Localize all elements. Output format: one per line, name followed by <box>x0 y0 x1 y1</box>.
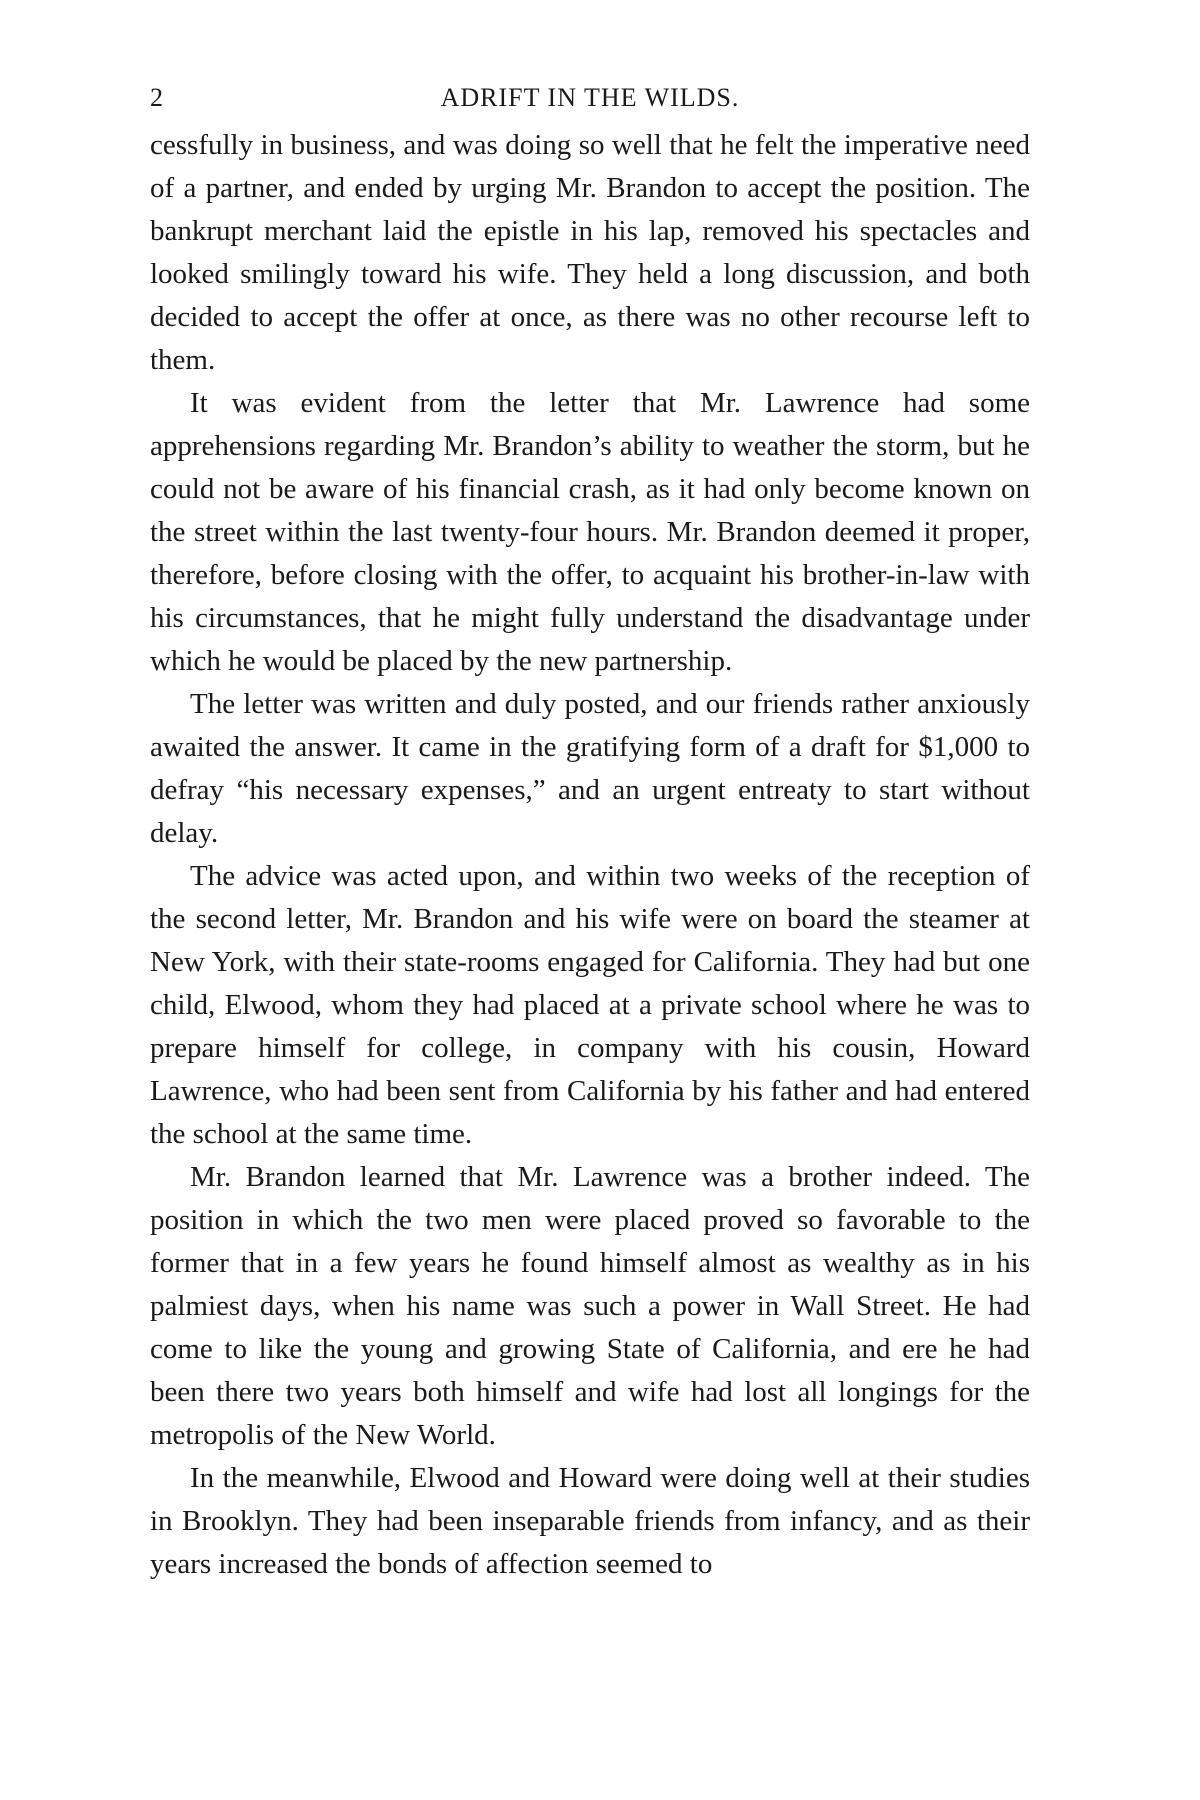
paragraph: cessfully in business, and was doing so well that he felt the imperative need of a partner, and ended by urging Mr. Brandon to accept the position. The bankrupt merchant laid the epistle in his lap, removed his spectacles and looked smilingly toward his wife. They held a long discussion, and both decided to accept the offer at once, as there was no other recourse left to them. <box>150 129 1030 376</box>
page-number: 2 <box>150 83 163 112</box>
book-page <box>150 78 1030 1586</box>
paragraph: The advice was acted upon, and within two weeks of the reception of the second letter, Mr. Brandon and his wife were on board the steamer at New York, with their state-rooms engaged for California. They had but one child, Elwood, whom they had placed at a private school where he was to prepare himself for college, in company with his cousin, Howard Lawrence, who had been sent from California by his father and had entered the school at the same time. <box>150 860 1030 1150</box>
paragraph: It was evident from the letter that Mr. Lawrence had some apprehensions regarding Mr. Brandon’s ability to weather the storm, but he could not be aware of his financial crash, as it had only become known on the street within the last twenty-four hours. Mr. Brandon deemed it proper, therefore, before closing with the offer, to acquaint his brother-in-law with his circumstances, that he might fully understand the disadvantage under which he would be placed by the new partnership. <box>150 387 1030 677</box>
paragraph: In the meanwhile, Elwood and Howard were doing well at their studies in Brooklyn. They had been inseparable friends from infancy, and as their years increased the bonds of affection seemed to <box>150 1462 1030 1580</box>
body-text <box>150 124 1030 1586</box>
paragraph: The letter was written and duly posted, and our friends rather anxiously awaited the answer. It came in the gratifying form of a draft for $1,000 to defray “his necessary expenses,” and an urgent entreaty to start without delay. <box>150 688 1030 849</box>
running-head <box>150 78 1030 118</box>
paragraph: Mr. Brandon learned that Mr. Lawrence was a brother indeed. The position in which the two men were placed proved so favorable to the former that in a few years he found himself almost as wealthy as in his palmiest days, when his name was such a power in Wall Street. He had come to like the young and growing State of California, and ere he had been there two years both himself and wife had lost all longings for the metropolis of the New World. <box>150 1161 1030 1451</box>
running-title: ADRIFT IN THE WILDS. <box>440 83 740 112</box>
